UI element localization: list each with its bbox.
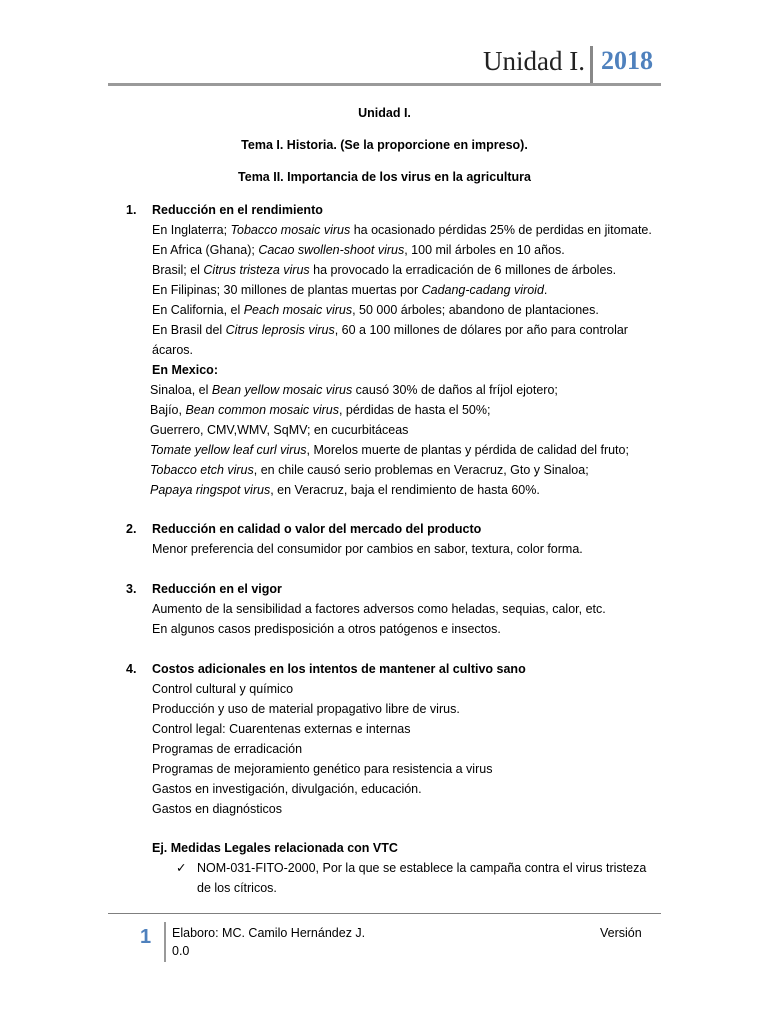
section2-number: 2. — [126, 522, 137, 536]
header-title: Unidad I. — [483, 46, 585, 76]
footer-author: Elaboro: MC. Camilo Hernández J. — [172, 926, 366, 940]
footer-version-label: Versión — [600, 926, 642, 940]
checkmark-icon: ✓ — [176, 861, 187, 875]
list-item: En Inglaterra; Tobacco mosaic virus ha ocasionado pérdidas 25% de perdidas en jitomate. — [152, 223, 652, 237]
footer-divider — [164, 922, 166, 962]
list-item: Producción y uso de material propagativo libre de virus. — [152, 702, 460, 716]
list-item: Bajío, Bean common mosaic virus, pérdidas de hasta el 50%; — [150, 403, 491, 417]
list-item: ácaros. — [152, 343, 193, 357]
list-item: Menor preferencia del consumidor por cambios en sabor, textura, color forma. — [152, 542, 583, 556]
example-title: Ej. Medidas Legales relacionada con VTC — [152, 841, 398, 855]
list-item: En Africa (Ghana); Cacao swollen-shoot virus, 100 mil árboles en 10 años. — [152, 243, 565, 257]
list-item: Brasil; el Citrus tristeza virus ha provocado la erradicación de 6 millones de árboles. — [152, 263, 617, 277]
list-item: Gastos en investigación, divulgación, educación. — [152, 782, 422, 796]
section4-title: Costos adicionales en los intentos de mantener al cultivo sano — [152, 662, 526, 676]
footer-rule — [108, 913, 661, 914]
section3-title: Reducción en el vigor — [152, 582, 282, 596]
topic2-heading: Tema II. Importancia de los virus en la agricultura — [238, 170, 531, 184]
list-item: En Brasil del Citrus leprosis virus, 60 a 100 millones de dólares por año para controlar — [152, 323, 628, 337]
section1-title: Reducción en el rendimiento — [152, 203, 323, 217]
unit-heading: Unidad I. — [358, 106, 411, 120]
section3-number: 3. — [126, 582, 137, 596]
list-item: Tomate yellow leaf curl virus, Morelos muerte de plantas y pérdida de calidad del fruto; — [150, 443, 629, 457]
header-rule — [108, 83, 661, 86]
section2-title: Reducción en calidad o valor del mercado del producto — [152, 522, 482, 536]
list-item: Guerrero, CMV,WMV, SqMV; en cucurbitáceas — [150, 423, 409, 437]
header-divider — [590, 46, 593, 86]
list-item: Papaya ringspot virus, en Veracruz, baja el rendimiento de hasta 60%. — [150, 483, 540, 497]
section4-number: 4. — [126, 662, 137, 676]
page-number: 1 — [140, 926, 152, 948]
list-item: Gastos en diagnósticos — [152, 802, 282, 816]
list-item: En Filipinas; 30 millones de plantas muertas por Cadang-cadang viroid. — [152, 283, 548, 297]
header-year: 2018 — [601, 46, 653, 75]
list-item: NOM-031-FITO-2000, Por la que se establece la campaña contra el virus tristeza — [197, 861, 647, 875]
section1-number: 1. — [126, 203, 137, 217]
list-item: Programas de mejoramiento genético para resistencia a virus — [152, 762, 493, 776]
list-item: Aumento de la sensibilidad a factores adversos como heladas, sequias, calor, etc. — [152, 602, 606, 616]
list-item: Sinaloa, el Bean yellow mosaic virus causó 30% de daños al fríjol ejotero; — [150, 383, 558, 397]
list-item: Tobacco etch virus, en chile causó serio problemas en Veracruz, Gto y Sinaloa; — [150, 463, 589, 477]
list-item: Control cultural y químico — [152, 682, 294, 696]
topic1-heading: Tema I. Historia. (Se la proporcione en impreso). — [241, 138, 528, 152]
list-item: Control legal: Cuarentenas externas e internas — [152, 722, 411, 736]
list-item: de los cítricos. — [197, 881, 277, 895]
footer-version: 0.0 — [172, 944, 190, 958]
list-item: En California, el Peach mosaic virus, 50 000 árboles; abandono de plantaciones. — [152, 303, 599, 317]
mexico-subheading: En Mexico: — [152, 363, 218, 377]
list-item: Programas de erradicación — [152, 742, 303, 756]
list-item: En algunos casos predisposición a otros patógenos e insectos. — [152, 622, 501, 636]
